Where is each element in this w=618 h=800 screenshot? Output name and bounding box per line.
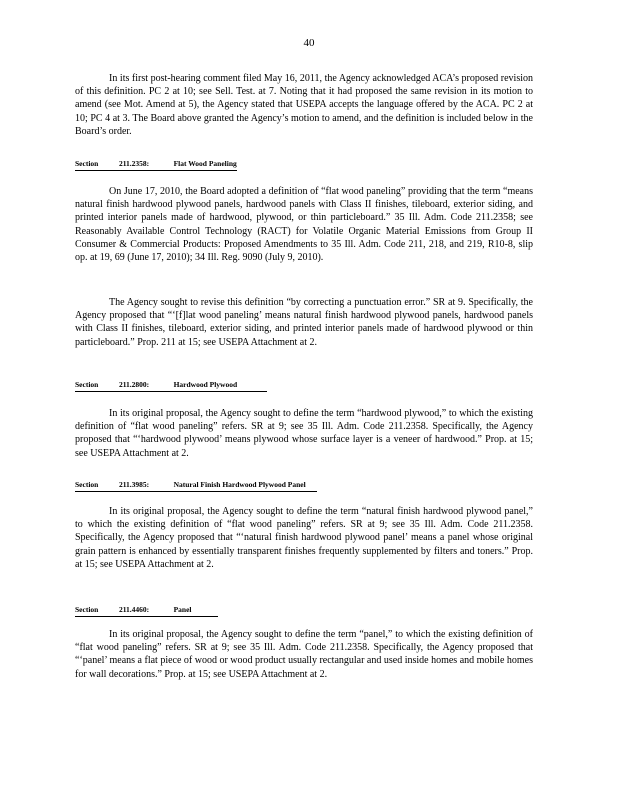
page-number: 40	[303, 37, 315, 49]
paragraph-panel	[75, 628, 533, 681]
section-heading-211-3985	[75, 478, 317, 492]
section-heading-211-2358	[75, 157, 237, 171]
paragraph-board-adopted-definition	[75, 185, 533, 264]
section-label: Section	[75, 380, 99, 389]
section-number: 211.2800:	[118, 380, 150, 389]
section-heading-underline	[75, 157, 237, 171]
section-heading-underline	[75, 603, 218, 617]
paragraph-text: In its original proposal, the Agency sought to define the term “panel,” to which the existing definition of “flat wood paneling” refers. SR at 9; see 35 Ill. Adm. Code 211.2358. Specifically, the Agency proposed that “‘panel’ means a flat piece of wood or wood product usually rectangular and used inside homes and mobile homes for wall decorations.” Prop. at 15; see USEPA Attachment at 2.	[75, 629, 534, 680]
paragraph-hardwood-plywood	[75, 407, 533, 460]
section-number: 211.4460:	[118, 605, 150, 614]
paragraph-text: On June 17, 2010, the Board adopted a definition of “flat wood paneling” providing that the term “means natural finish hardwood plywood panels, hardwood panels with Class II finishes, tileboard, exterior siding, and printed interior panels made of hardwood, plywood, or thin particleboard.” 35 Ill. Adm. Code 211.2358; see Reasonably Available Control Technology (RACT) for Volatile Organic Material Emissions from Group II Consumer & Commercial Products: Proposed Amendments to 35 Ill. Adm. Code 211, 218, and 219, R10-8, slip op. at 19, 69 (June 17, 2010); 34 Ill. Reg. 9090 (July 9, 2010).	[75, 186, 533, 264]
section-heading-211-2800	[75, 378, 267, 392]
paragraph-text: In its original proposal, the Agency sought to define the term “natural finish hardwood plywood panel,” to which the existing definition of “flat wood paneling” refers. SR at 9; see 35 Ill. Adm. Code 211.2358. Specifically, the Agency proposed that “‘natural finish hardwood plywood panel’ means a panel whose original grain pattern is enhanced by essentially transparent finishes frequently supplemented by filters and toners.” Prop. at 15; see USEPA Attachment at 2.	[75, 506, 533, 570]
section-label: Section	[75, 480, 99, 489]
section-title: Panel	[173, 605, 192, 614]
section-title: Natural Finish Hardwood Plywood Panel	[173, 480, 306, 489]
section-label: Section	[75, 159, 99, 168]
paragraph-agency-sought-revise	[75, 296, 533, 349]
paragraph-natural-finish-panel	[75, 505, 533, 571]
section-heading-211-4460	[75, 603, 218, 617]
section-label: Section	[75, 605, 99, 614]
section-title: Flat Wood Paneling	[173, 159, 237, 168]
section-number: 211.3985:	[118, 480, 150, 489]
paragraph-post-hearing-comment	[75, 72, 533, 138]
paragraph-text: In its first post-hearing comment filed May 16, 2011, the Agency acknowledged ACA’s proposed revision of this definition. PC 2 at 10; see Sell. Test. at 7. Noting that it had proposed the same revision in its motion to amend (see Mot. Amend at 5), the Agency stated that USEPA accepts the language offered by the ACA. PC 2 at 10; PC 4 at 3. The Board above granted the Agency’s motion to amend, and the definition is included below in the Board’s order.	[75, 73, 533, 137]
section-number: 211.2358:	[118, 159, 150, 168]
section-heading-underline	[75, 378, 267, 392]
paragraph-text: The Agency sought to revise this definition “by correcting a punctuation error.” SR at 9. Specifically, the Agency proposed that “‘[f]lat wood paneling’ means natural finish hardwood plywood panels, hardwood panels with Class II finishes, tileboard, exterior siding, and printed interior panels made of hardwood plywood or thin particleboard.” Prop. 211 at 15; see USEPA Attachment at 2.	[75, 297, 533, 348]
section-title: Hardwood Plywood	[173, 380, 238, 389]
paragraph-text: In its original proposal, the Agency sought to define the term “hardwood plywood,” to which the existing definition of “flat wood paneling” refers. SR at 9; see 35 Ill. Adm. Code 211.2358. Specifically, the Agency proposed that “‘hardwood plywood’ means plywood whose surface layer is a veneer of hardwood.” Prop. at 15; see USEPA Attachment at 2.	[75, 408, 533, 459]
section-heading-underline	[75, 478, 317, 492]
